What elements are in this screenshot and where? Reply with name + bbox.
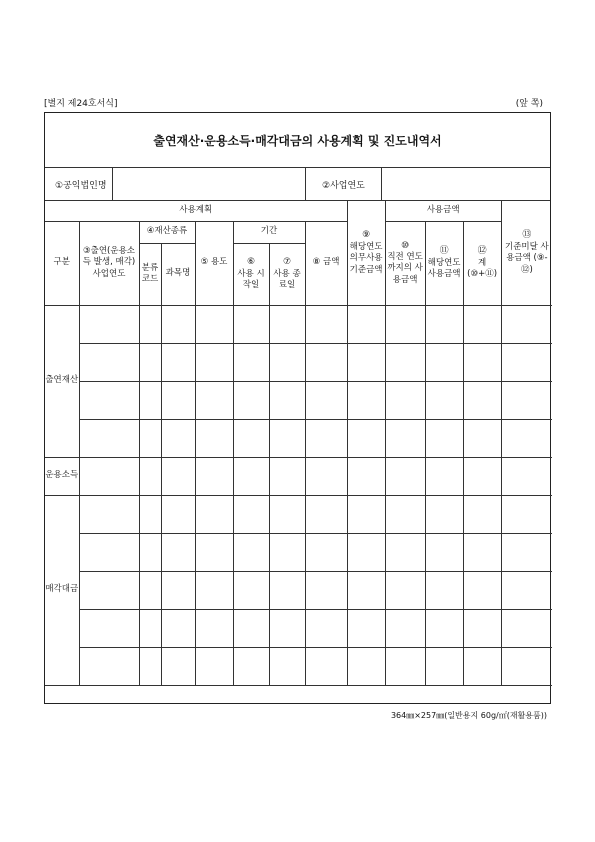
table-row <box>45 457 552 495</box>
table-row <box>45 305 552 343</box>
table-row <box>45 571 552 609</box>
used-amount-header: 사용금액 <box>385 201 501 221</box>
end-num: ⑦ <box>282 257 292 268</box>
table-row <box>45 533 552 571</box>
year-header: ③출연(운용소득 발생, 매각) 사업연도 <box>79 221 139 305</box>
end-label: 사용 종료일 <box>273 268 301 291</box>
corp-name-label: ①공익법인명 <box>45 168 113 200</box>
total-label: 계 (⑩+⑪) <box>467 257 498 280</box>
prev-num: ⑩ <box>401 240 410 251</box>
table-row <box>45 647 552 685</box>
start-header <box>233 243 269 305</box>
group-contributed: 출연재산 <box>45 305 79 457</box>
business-year-field[interactable] <box>382 168 550 200</box>
info-row <box>45 168 550 201</box>
shortfall-header <box>501 201 552 305</box>
obligated-num: ⑨ <box>362 230 371 241</box>
account-header: 과목명 <box>161 243 195 305</box>
usage-table <box>45 201 552 686</box>
paper-spec: 364㎜×257㎜(일반용지 60g/㎡(재활용품)) <box>390 711 547 720</box>
prev-header <box>385 221 425 305</box>
form-frame <box>44 112 551 704</box>
corp-name-field[interactable] <box>113 168 306 200</box>
period-header: 기간 <box>233 221 305 243</box>
category-header: 구분 <box>45 221 79 305</box>
shortfall-num: ⑬ <box>522 230 532 241</box>
asset-type-header: ④재산종류 <box>139 221 195 243</box>
plan-header: 사용계획 <box>45 201 347 221</box>
table-row <box>45 609 552 647</box>
group-operating-income: 운용소득 <box>45 457 79 495</box>
business-year-label: ②사업연도 <box>306 168 382 200</box>
current-num: ⑪ <box>439 246 449 257</box>
form-title: 출연재산·운용소득·매각대금의 사용계획 및 진도내역서 <box>45 113 550 168</box>
total-header <box>463 221 501 305</box>
current-label: 해당연도 사용금액 <box>427 257 461 280</box>
table-row <box>45 343 552 381</box>
start-num: ⑥ <box>246 257 256 268</box>
shortfall-label: 기준미달 사용금액 (⑨-⑫) <box>504 241 549 275</box>
amount-header: ⑧ 금액 <box>305 221 347 305</box>
prev-label: 직전 연도 까지의 사용금액 <box>387 251 423 285</box>
page-side: (앞 쪽) <box>515 99 543 109</box>
form-number: [별지 제24호서식] <box>44 99 118 109</box>
table-row <box>45 495 552 533</box>
end-header <box>269 243 305 305</box>
total-num: ⑫ <box>477 246 487 257</box>
table-row <box>45 381 552 419</box>
start-label: 사용 시작일 <box>237 268 265 291</box>
obligated-label: 해당연도 의무사용 기준금액 <box>349 241 383 275</box>
table-row <box>45 419 552 457</box>
group-sale-proceeds: 매각대금 <box>45 495 79 685</box>
current-header <box>425 221 463 305</box>
obligated-header <box>347 201 385 305</box>
purpose-header: ⑤ 용도 <box>195 221 233 305</box>
class-code-header: 분류 코드 <box>139 243 161 305</box>
